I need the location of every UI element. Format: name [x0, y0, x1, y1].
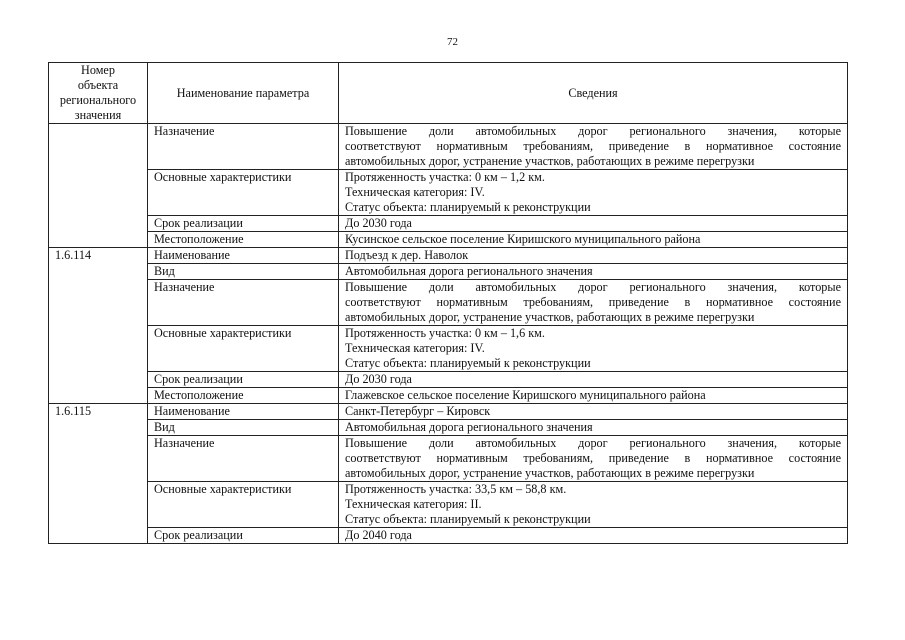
parameter-name-cell: Назначение — [148, 280, 339, 326]
parameter-name-cell: Вид — [148, 264, 339, 280]
information-line: Техническая категория: IV. — [345, 185, 485, 199]
table-row — [49, 372, 848, 388]
parameter-name-cell: Срок реализации — [148, 216, 339, 232]
information-line: До 2030 года — [345, 216, 412, 230]
header-object-number — [49, 63, 148, 124]
header-number-line: объекта — [77, 78, 119, 92]
header-information: Сведения — [339, 63, 848, 124]
information-cell — [339, 124, 848, 170]
information-cell — [339, 528, 848, 544]
information-line: Кусинское сельское поселение Киришского муниципального района — [345, 232, 701, 246]
parameter-name-cell: Срок реализации — [148, 528, 339, 544]
table-row — [49, 404, 848, 420]
information-line: Подъезд к дер. Наволок — [345, 248, 469, 262]
parameter-name-cell: Местоположение — [148, 232, 339, 248]
information-cell — [339, 280, 848, 326]
header-number-line: Номер — [81, 63, 115, 77]
parameter-name-cell: Наименование — [148, 248, 339, 264]
information-line: Протяженность участка: 0 км – 1,2 км. — [345, 170, 545, 184]
header-number-line: регионального — [59, 93, 137, 107]
information-line: автомобильных дорог, устранение участков, работающих в режиме перегрузки — [345, 154, 755, 168]
information-line: До 2030 года — [345, 372, 412, 386]
parameter-name-cell: Основные характеристики — [148, 170, 339, 216]
header-parameter-name: Наименование параметра — [148, 63, 339, 124]
information-cell — [339, 420, 848, 436]
table-row — [49, 264, 848, 280]
information-cell — [339, 248, 848, 264]
object-number-cell: 1.6.114 — [49, 248, 148, 404]
information-line: Повышение доли автомобильных дорог регионального значения, которые — [345, 124, 841, 138]
parameter-name-cell: Назначение — [148, 124, 339, 170]
regional-objects-table — [48, 62, 848, 544]
information-line: Санкт-Петербург – Кировск — [345, 404, 491, 418]
information-cell — [339, 388, 848, 404]
information-line: Статус объекта: планируемый к реконструкции — [345, 356, 591, 370]
parameter-name-cell: Наименование — [148, 404, 339, 420]
information-line: Повышение доли автомобильных дорог регионального значения, которые — [345, 280, 841, 294]
information-line: До 2040 года — [345, 528, 412, 542]
information-line: Статус объекта: планируемый к реконструкции — [345, 200, 591, 214]
parameter-name-cell: Срок реализации — [148, 372, 339, 388]
table-row — [49, 216, 848, 232]
parameter-name-cell: Основные характеристики — [148, 326, 339, 372]
table-row — [49, 232, 848, 248]
information-cell — [339, 372, 848, 388]
table-row — [49, 528, 848, 544]
information-line: Протяженность участка: 0 км – 1,6 км. — [345, 326, 545, 340]
information-line: Протяженность участка: 33,5 км – 58,8 км. — [345, 482, 567, 496]
page-number: 72 — [447, 36, 458, 48]
object-number-cell — [49, 124, 148, 248]
table-row — [49, 170, 848, 216]
information-cell — [339, 216, 848, 232]
parameter-name-cell: Местоположение — [148, 388, 339, 404]
information-line: Повышение доли автомобильных дорог регионального значения, которые — [345, 436, 841, 450]
information-cell — [339, 170, 848, 216]
table-row — [49, 124, 848, 170]
information-line: соответствуют нормативным требованиям, приведение в нормативное состояние — [345, 451, 841, 465]
information-cell — [339, 436, 848, 482]
information-line: Статус объекта: планируемый к реконструкции — [345, 512, 591, 526]
object-number-cell: 1.6.115 — [49, 404, 148, 544]
information-line: Глажевское сельское поселение Киришского муниципального района — [345, 388, 706, 402]
information-line: Техническая категория: II. — [345, 497, 482, 511]
information-line: автомобильных дорог, устранение участков, работающих в режиме перегрузки — [345, 310, 755, 324]
parameter-name-cell: Назначение — [148, 436, 339, 482]
information-line: Техническая категория: IV. — [345, 341, 485, 355]
header-number-line: значения — [74, 108, 122, 122]
information-line: соответствуют нормативным требованиям, приведение в нормативное состояние — [345, 139, 841, 153]
table-row — [49, 436, 848, 482]
parameter-name-cell: Вид — [148, 420, 339, 436]
table-body — [49, 124, 848, 544]
table-row — [49, 326, 848, 372]
information-cell — [339, 326, 848, 372]
table-row — [49, 420, 848, 436]
information-cell — [339, 404, 848, 420]
information-cell — [339, 482, 848, 528]
table-row — [49, 248, 848, 264]
information-line: Автомобильная дорога регионального значения — [345, 264, 593, 278]
parameter-name-cell: Основные характеристики — [148, 482, 339, 528]
information-cell — [339, 264, 848, 280]
table-row — [49, 280, 848, 326]
information-line: автомобильных дорог, устранение участков, работающих в режиме перегрузки — [345, 466, 755, 480]
table-row — [49, 388, 848, 404]
table-row — [49, 482, 848, 528]
table-header-row — [49, 63, 848, 124]
information-cell — [339, 232, 848, 248]
information-line: соответствуют нормативным требованиям, приведение в нормативное состояние — [345, 295, 841, 309]
information-line: Автомобильная дорога регионального значения — [345, 420, 593, 434]
